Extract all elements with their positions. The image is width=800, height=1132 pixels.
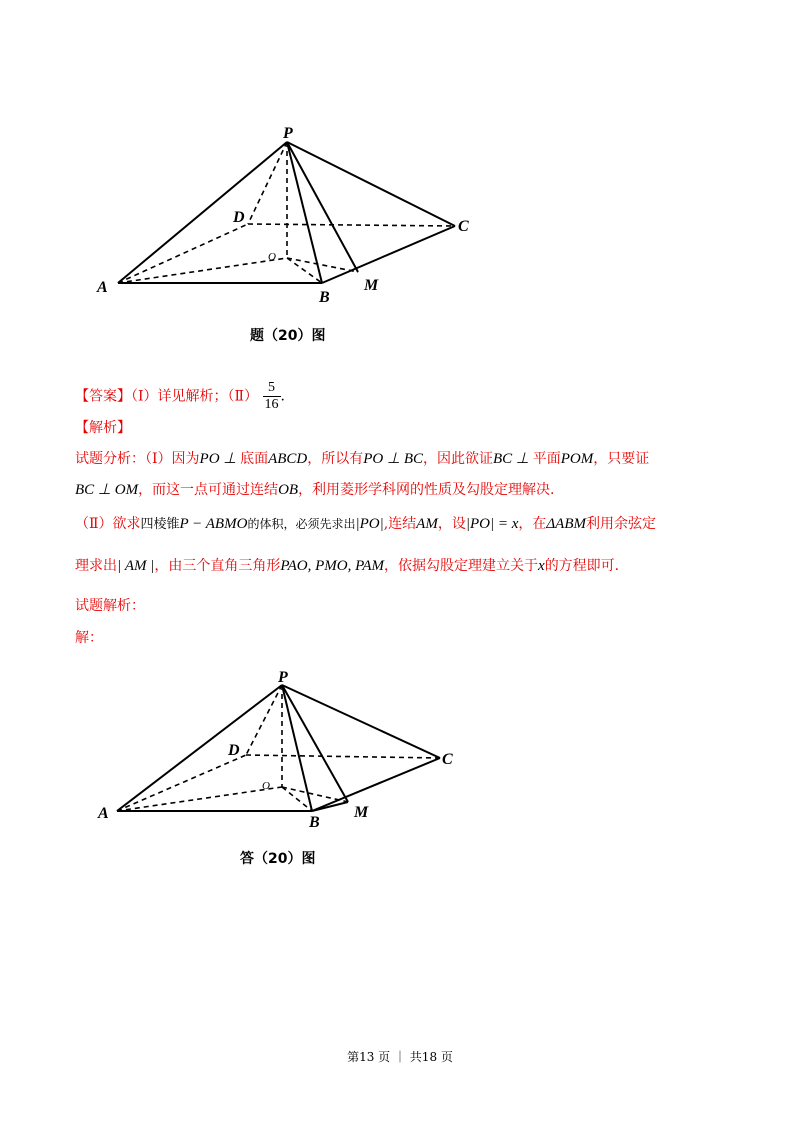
text-segment: 底面 bbox=[240, 451, 269, 467]
solution-heading: 试题解析： bbox=[75, 598, 145, 614]
edge-PB bbox=[282, 685, 312, 811]
math-PO-perp: PO ⊥ bbox=[199, 451, 241, 467]
math-x: x bbox=[538, 558, 545, 574]
solution-start: 解： bbox=[75, 630, 103, 646]
math-abs-PO: |PO| bbox=[355, 516, 384, 532]
math-PO-eq-x: |PO| = x bbox=[465, 516, 519, 532]
text-segment: ,连结 bbox=[383, 516, 417, 532]
text-segment: 理求出 bbox=[75, 558, 117, 574]
text-segment: ，因此欲证 bbox=[423, 451, 493, 467]
label-D: D bbox=[228, 742, 240, 759]
answer-tag: 【答案】 bbox=[75, 388, 131, 405]
text-segment: 的方程即可. bbox=[544, 558, 620, 574]
answer-line bbox=[75, 380, 285, 413]
text-segment: ，所以有 bbox=[307, 451, 364, 467]
fraction-denominator: 16 bbox=[264, 397, 279, 412]
text-segment: ，依据勾股定理建立关于 bbox=[384, 558, 539, 574]
math-PO-perp-BC: PO ⊥ BC bbox=[363, 451, 423, 467]
label-A: A bbox=[98, 805, 109, 822]
analysis-line-2 bbox=[75, 480, 555, 500]
edge-PA bbox=[117, 685, 282, 811]
pyramid-diagram-2 bbox=[95, 665, 475, 840]
text-segment: ，在 bbox=[518, 516, 547, 532]
text-segment: 四棱锥 bbox=[140, 517, 180, 532]
analysis-line-1 bbox=[75, 449, 649, 469]
figure1-caption: 题（20）图 bbox=[250, 328, 326, 344]
answer-text: （Ⅰ）详见解析；（Ⅱ） bbox=[131, 388, 259, 405]
edge-BC bbox=[312, 758, 440, 811]
edge-PC bbox=[282, 685, 440, 758]
edge-DC-hidden bbox=[246, 755, 440, 758]
page-footer: 第13 页 ｜ 共18 页 bbox=[347, 1050, 453, 1064]
text-segment: ，由三个直角三角形 bbox=[154, 558, 281, 574]
edge-PD-hidden bbox=[248, 142, 287, 224]
edge-PB bbox=[287, 142, 322, 283]
text-segment: 试题分析：（Ⅰ）因为 bbox=[75, 451, 200, 467]
figure-pyramid-1 bbox=[90, 120, 510, 310]
analysis-tag: 【解析】 bbox=[75, 420, 131, 436]
edge-PD-hidden bbox=[246, 685, 282, 755]
label-P: P bbox=[278, 669, 288, 686]
analysis-line-4 bbox=[75, 556, 619, 576]
edge-AD-hidden bbox=[117, 755, 246, 811]
text-segment: 利用余弦定 bbox=[585, 516, 656, 532]
label-B: B bbox=[309, 814, 320, 831]
math-POM: POM bbox=[560, 451, 594, 467]
figure-pyramid-2 bbox=[95, 665, 475, 840]
figure2-caption: 答（20）图 bbox=[240, 851, 316, 867]
pyramid-diagram-1 bbox=[90, 120, 510, 310]
text-segment: ，而这一点可通过连结 bbox=[138, 482, 279, 498]
edge-PM bbox=[282, 685, 348, 802]
answer-period: . bbox=[280, 388, 285, 405]
label-C: C bbox=[458, 218, 469, 235]
math-P-ABMO: P − ABMO bbox=[179, 516, 248, 532]
text-segment: （Ⅱ）欲求 bbox=[75, 516, 141, 532]
text-segment: ，利用菱形学科网的性质及勾股定理解决. bbox=[298, 482, 555, 498]
label-O: O bbox=[268, 251, 276, 263]
math-triangles: PAO, PMO, PAM bbox=[280, 558, 385, 574]
edge-BC bbox=[322, 226, 455, 283]
label-B: B bbox=[319, 289, 330, 306]
label-M: M bbox=[354, 804, 369, 821]
label-O: O bbox=[262, 780, 270, 792]
text-segment: 的体积，必须先求出 bbox=[247, 517, 356, 531]
label-M: M bbox=[364, 277, 379, 294]
label-P: P bbox=[283, 125, 293, 142]
edge-AO-hidden bbox=[117, 787, 282, 811]
label-C: C bbox=[442, 751, 453, 768]
math-BC-perp: BC ⊥ bbox=[493, 451, 533, 467]
edge-PM bbox=[287, 142, 358, 272]
math-OB: OB bbox=[278, 482, 299, 498]
label-A: A bbox=[97, 279, 108, 296]
text-segment: ，只要证 bbox=[593, 451, 650, 467]
text-segment: ，设 bbox=[437, 516, 466, 532]
label-D: D bbox=[233, 209, 245, 226]
math-ABCD: ABCD bbox=[268, 451, 308, 467]
answer-fraction bbox=[263, 380, 281, 413]
fraction-numerator: 5 bbox=[263, 380, 281, 397]
math-triangle-ABM: ΔABM bbox=[546, 516, 586, 532]
analysis-line-3 bbox=[75, 514, 656, 535]
math-BC-perp-OM: BC ⊥ OM bbox=[75, 482, 139, 498]
edge-DC-hidden bbox=[248, 224, 455, 226]
edge-PC bbox=[287, 142, 455, 226]
text-segment: 平面 bbox=[532, 451, 561, 467]
math-AM: AM bbox=[416, 516, 438, 532]
math-abs-AM: | AM | bbox=[117, 558, 155, 574]
